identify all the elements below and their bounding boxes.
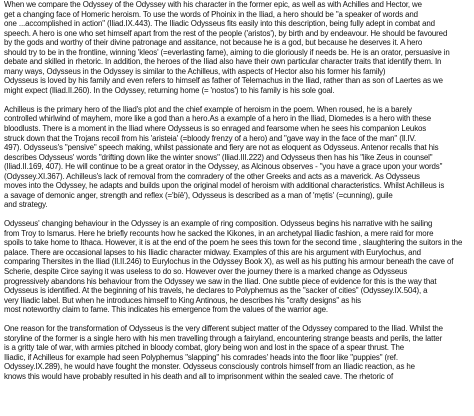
text-line: moves into the Odyssey, he adapts and builds upon the original model of heroism with additional characteristics. Whilst Achilleus is <box>4 181 445 191</box>
text-line: and strategy. <box>4 200 48 210</box>
text-line: (Odyssey.XI.367). Achilleus's lack of removal from the comradery of the other Greeks and acts as a maverick. As Odysseus <box>4 171 420 181</box>
text-line: many ways, Odysseus in the Odyssey is similar to the Achilleus, with aspects of Hector also his former his family) <box>4 66 386 76</box>
text-line: debate and skilled in rhetoric. In addition, the heroes of the Iliad also have their own particular character traits that identify them. In <box>4 57 442 67</box>
paragraph-gap <box>4 315 471 324</box>
text-line: by the gods and worthy of their divine patronage and assitance, not because he is a god, but because he deserves it. A hero <box>4 38 423 48</box>
paragraph-2 <box>4 105 471 210</box>
paragraph-4 <box>4 324 471 381</box>
text-line: 497). Odysseus's "pensive" speech making, whilst passionate and fiery are not as eloquent as Odysseus. Antenor recalls that his <box>4 143 439 153</box>
paragraph-3 <box>4 219 471 314</box>
text-line: One reason for the transformation of Odysseus is the very different subject matter of the Odyssey compared to the Iliad. Whilst the <box>4 324 443 334</box>
text-line: Odysseus is loved by his family and even refers to himself as father of Telemachus in the Iliad, rather than as son of Laertes as we <box>4 76 443 86</box>
text-line: controlled whirlwind of mayhem, more like a god than a hero.As a example of a hero in the Iliad, Diomedes is a hero with these <box>4 114 431 124</box>
text-line: a savage of demonic anger, strength and reflex (='bíē'), Odysseus is described as a man of 'mętis' (=cunning), guile <box>4 190 393 200</box>
text-line: comparing Thersites in the Iliad (Il.II.246) to Eurylochus in the Odyssey Book X), as well as his putting his armour beneath the cave of <box>4 257 454 267</box>
text-line: progressively abandons his behaviour from the Odyssey we saw in the Iliad. One subtle piece of evidence for this is the way that <box>4 276 437 286</box>
text-line: Achilleus is the primary hero of the Iliad's plot and the chief example of heroism in the poem. When roused, he is a barely <box>4 104 412 114</box>
text-line: spoils to take home to Ithaca. However, it is at the end of the poem he sees this town for the second time , slaughtering the suitors in the <box>4 238 463 248</box>
text-line: one ...accomplished in action" (Iliad.IX.443). The Iliadic Odysseus fits easily into this description, being fully adept in combat and <box>4 19 435 29</box>
text-line: storyline of the former is a single hero with his men travelling through a fairyland, encountering strange beasts and perils, the latter <box>4 333 443 343</box>
text-line: (Iliad.II.169, 407). He will continue to be a great orator in the Odyssey, as Alcinous observes - "you have a grace upon your words" <box>4 162 443 172</box>
text-line: Odysseus' changing behaviour in the Odyssey is an example of ring composition. Odysseus begins his narrative with he sailing <box>4 219 433 229</box>
text-line: Odysseus is identified. At the beginning of his travels, he declares to Polyphemus as the "sacker of cities" (Odyssey.IX.504), a <box>4 286 428 296</box>
text-line: Scherie, despite Circe saying it was useless to do so. However over the journey there is a marked change as Odysseus <box>4 267 408 276</box>
text-line: describes Odysseus' words "drifting down like the winter snows" (Iliad.III.222) and Odysseus then has his "like Zeus in counsel" <box>4 152 433 162</box>
paragraph-gap <box>4 95 471 104</box>
text-line: struck down that the Trojans recoil from his 'aristeia' (=bloody frenzy of a hero) and "gave way in the face of the man" (Il.IV. <box>4 133 417 143</box>
text-line: knows this would have probably resulted in his death and all to imprisonment within the sealed cave. The rhetoric of <box>4 371 394 381</box>
text-line: bloodlusts. There is a moment in the Iliad where Odysseus is so enraged and fearsome when he sees his companion Leukos <box>4 123 427 133</box>
text-line: is a gritty tale of war, with armies pitched in bloody combat, glory being won and lost in the space of a spear thrust. The <box>4 343 405 353</box>
paragraph-1 <box>4 0 471 95</box>
text-line: Odyssey.IX.289), he would have fought the monster. Odysseus consciously controls himself from an Iliadic reaction, as he <box>4 362 415 372</box>
text-line: very Iliadic label. But when he introduces himself to King Antinous, he describes his "crafty designs" as his <box>4 295 361 305</box>
text-line: might expect (Iliad.II.260). In the Odyssey, returning home (= 'nostos') to his family is his sole goal. <box>4 85 335 95</box>
page-bottom-fade <box>0 412 474 416</box>
text-line: from Troy to Ismarus. Here he briefly recounts how he sacked the Kikones, in an archetypal Iliadic fashion, a mere raid for more <box>4 228 434 238</box>
text-line: get a changing face of Homeric heroism. To use the words of Phoinix in the Iliad, a hero should be "a speaker of words and <box>4 9 418 19</box>
text-line: should try to be in the frontline, winning 'kleos' (=everlasting fame), aiming to die gloriously if needs be. He is an orator, persuasive in <box>4 47 450 57</box>
text-line: When we compare the Odyssey of the Odyssey with his character in the former epic, as well as with Achilles and Hector, we <box>4 0 422 9</box>
text-line: Iliadic, if Achilleus for example had seen Polyphemus "slapping" his comrades' heads into the floor like "puppies" (ref. <box>4 352 398 362</box>
text-line: speech. A hero is one who set himself apart from the rest of the people ('aristos'), by birth and by endeavour. He should be favoured <box>4 28 448 38</box>
text-line: most noteworthy claim to fame. This indicates his emergence from the values of the warrior age. <box>4 305 328 315</box>
paragraph-gap <box>4 210 471 219</box>
text-line: palace. There are occasional lapses to his Iliadic character midway. Examples of this are his argument with Eurylochus, and <box>4 247 421 257</box>
